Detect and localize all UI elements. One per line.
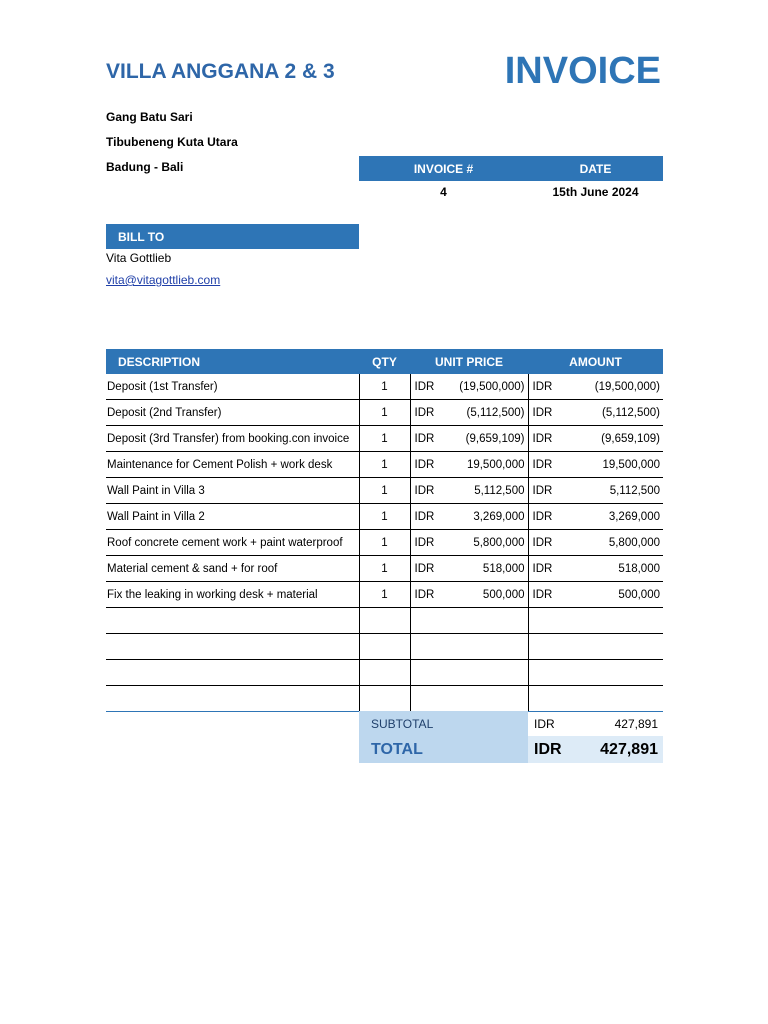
table-row (106, 608, 663, 634)
total-value (528, 736, 663, 763)
row-amount (528, 426, 663, 452)
row-qty: 1 (359, 478, 410, 504)
row-unit-price-value: 3,269,000 (473, 510, 525, 523)
row-qty: 1 (359, 582, 410, 608)
row-description: Roof concrete cement work + paint waterproof (106, 530, 359, 556)
row-qty: 1 (359, 530, 410, 556)
row-unit-price-currency: IDR (414, 510, 435, 523)
row-amount-value: (5,112,500) (602, 406, 660, 419)
header-description: DESCRIPTION (106, 349, 359, 374)
row-unit-price (410, 530, 528, 556)
header-qty: QTY (359, 349, 410, 374)
row-amount-value: (19,500,000) (594, 380, 660, 393)
row-description: Wall Paint in Villa 2 (106, 504, 359, 530)
row-unit-price (410, 400, 528, 426)
row-unit-price-value: 5,800,000 (473, 536, 525, 549)
row-description: Deposit (2nd Transfer) (106, 400, 359, 426)
row-amount-currency: IDR (532, 432, 553, 445)
table-row (106, 504, 663, 530)
row-unit-price (410, 582, 528, 608)
row-amount (528, 582, 663, 608)
row-unit-price (410, 452, 528, 478)
row-unit-price (410, 660, 528, 686)
table-header-row (106, 349, 663, 374)
row-amount-currency: IDR (532, 510, 553, 523)
row-unit-price (410, 504, 528, 530)
header-amount: AMOUNT (528, 349, 663, 374)
company-name: VILLA ANGGANA 2 & 3 (106, 60, 335, 83)
address-line-1: Gang Batu Sari (106, 110, 193, 124)
row-amount (528, 400, 663, 426)
header-unit-price: UNIT PRICE (410, 349, 528, 374)
row-description (106, 634, 359, 660)
invoice-meta-values (359, 181, 663, 203)
row-description: Wall Paint in Villa 3 (106, 478, 359, 504)
row-qty: 1 (359, 556, 410, 582)
row-amount-currency: IDR (532, 380, 553, 393)
subtotal-row (359, 711, 663, 736)
subtotal-amount: 427,891 (614, 716, 658, 731)
row-amount-currency: IDR (532, 588, 553, 601)
subtotal-label: SUBTOTAL (359, 711, 528, 736)
row-unit-price-value: (9,659,109) (465, 432, 525, 445)
date-label: DATE (579, 161, 612, 176)
table-row (106, 556, 663, 582)
table-row (106, 634, 663, 660)
row-description: Deposit (1st Transfer) (106, 374, 359, 400)
row-description: Material cement & sand + for roof (106, 556, 359, 582)
row-unit-price-currency: IDR (414, 432, 435, 445)
row-unit-price-currency: IDR (414, 588, 435, 601)
row-qty: 1 (359, 426, 410, 452)
row-unit-price-currency: IDR (414, 536, 435, 549)
row-unit-price-value: 5,112,500 (474, 484, 525, 497)
row-amount (528, 530, 663, 556)
row-unit-price (410, 426, 528, 452)
invoice-date: 15th June 2024 (552, 185, 639, 199)
row-unit-price-currency: IDR (414, 458, 435, 471)
row-unit-price (410, 634, 528, 660)
totals-block (359, 711, 663, 763)
row-amount-currency: IDR (532, 406, 553, 419)
subtotal-currency: IDR (534, 716, 555, 731)
line-items-table (106, 349, 663, 712)
table-row (106, 374, 663, 400)
row-description (106, 660, 359, 686)
invoice-number-label: INVOICE # (413, 161, 474, 176)
row-unit-price-currency: IDR (414, 484, 435, 497)
total-row (359, 736, 663, 763)
row-unit-price (410, 556, 528, 582)
row-unit-price (410, 478, 528, 504)
row-description: Deposit (3rd Transfer) from booking.con invoice (106, 426, 359, 452)
row-amount (528, 660, 663, 686)
row-amount (528, 452, 663, 478)
row-description: Fix the leaking in working desk + material (106, 582, 359, 608)
row-amount (528, 374, 663, 400)
table-row (106, 660, 663, 686)
row-amount-value: 5,800,000 (608, 536, 660, 549)
row-amount-value: 500,000 (618, 588, 660, 601)
row-unit-price (410, 608, 528, 634)
table-row (106, 426, 663, 452)
row-qty: 1 (359, 504, 410, 530)
row-qty: 1 (359, 374, 410, 400)
bill-to-name: Vita Gottlieb (106, 251, 172, 265)
row-amount-value: 5,112,500 (609, 484, 660, 497)
table-row (106, 478, 663, 504)
row-amount-value: (9,659,109) (601, 432, 660, 445)
table-row (106, 530, 663, 556)
row-amount-currency: IDR (532, 536, 553, 549)
row-unit-price (410, 374, 528, 400)
line-items-body (106, 374, 663, 712)
row-amount (528, 556, 663, 582)
row-unit-price-value: 518,000 (482, 562, 525, 575)
row-amount-value: 518,000 (618, 562, 660, 575)
table-row (106, 582, 663, 608)
row-description (106, 608, 359, 634)
invoice-number: 4 (440, 185, 447, 199)
total-label: TOTAL (359, 736, 528, 763)
row-amount (528, 504, 663, 530)
row-amount (528, 608, 663, 634)
row-unit-price (410, 686, 528, 712)
row-amount (528, 634, 663, 660)
row-unit-price-value: (19,500,000) (459, 380, 525, 393)
row-amount-currency: IDR (532, 562, 553, 575)
total-currency: IDR (534, 740, 562, 758)
row-amount (528, 686, 663, 712)
total-amount: 427,891 (600, 740, 658, 758)
row-unit-price-currency: IDR (414, 380, 435, 393)
table-row (106, 686, 663, 712)
row-amount-value: 3,269,000 (608, 510, 660, 523)
bill-to-header: BILL TO (106, 224, 359, 249)
row-qty (359, 686, 410, 712)
row-qty: 1 (359, 400, 410, 426)
invoice-meta-header (359, 156, 663, 181)
bill-to-email-link[interactable]: vita@vitagottlieb.com (106, 273, 221, 287)
row-qty: 1 (359, 452, 410, 478)
invoice-title: INVOICE (504, 50, 661, 92)
subtotal-value (528, 711, 663, 736)
row-unit-price-value: (5,112,500) (466, 406, 525, 419)
table-row (106, 400, 663, 426)
row-unit-price-value: 500,000 (482, 588, 525, 601)
row-amount-value: 19,500,000 (602, 458, 660, 471)
row-unit-price-value: 19,500,000 (466, 458, 525, 471)
row-unit-price-currency: IDR (414, 562, 435, 575)
row-amount (528, 478, 663, 504)
row-qty (359, 660, 410, 686)
row-amount-currency: IDR (532, 484, 553, 497)
row-amount-currency: IDR (532, 458, 553, 471)
row-description: Maintenance for Cement Polish + work desk (106, 452, 359, 478)
address-line-2: Tibubeneng Kuta Utara (106, 135, 238, 149)
row-unit-price-currency: IDR (414, 406, 435, 419)
table-row (106, 452, 663, 478)
row-qty (359, 608, 410, 634)
address-line-3: Badung - Bali (106, 160, 184, 174)
row-qty (359, 634, 410, 660)
row-description (106, 686, 359, 712)
